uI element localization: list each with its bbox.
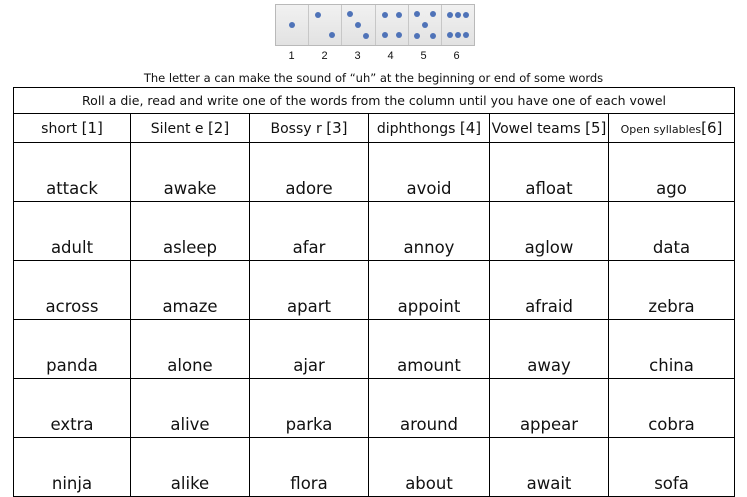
word-cell: zebra <box>609 261 735 320</box>
die-pip <box>382 12 388 18</box>
header-row <box>14 114 735 143</box>
dice-strip <box>275 4 475 46</box>
word-cell: aglow <box>490 202 609 261</box>
word-cell: ajar <box>250 320 369 379</box>
die-face-1 <box>276 5 309 45</box>
die-pip <box>447 32 453 38</box>
word-cell: around <box>369 379 490 438</box>
die-face-2 <box>309 5 342 45</box>
die-face-5 <box>409 5 442 45</box>
die-pip <box>455 12 461 18</box>
die-number: 6 <box>453 50 460 62</box>
die-pip <box>455 32 461 38</box>
word-cell: across <box>14 261 131 320</box>
word-cell: apart <box>250 261 369 320</box>
table-row <box>14 379 735 438</box>
die-pip <box>363 33 369 39</box>
die-number: 2 <box>321 50 328 62</box>
die-pip <box>463 32 469 38</box>
word-cell: ago <box>609 143 735 202</box>
word-cell: panda <box>14 320 131 379</box>
die-pip <box>414 11 420 17</box>
word-cell: adult <box>14 202 131 261</box>
die-pip <box>382 32 388 38</box>
die-pip <box>447 12 453 18</box>
die-number: 1 <box>288 50 295 62</box>
word-cell: parka <box>250 379 369 438</box>
word-cell: alive <box>131 379 250 438</box>
column-header-short: short [1] <box>14 114 131 143</box>
word-cell: await <box>490 438 609 497</box>
word-cell: appoint <box>369 261 490 320</box>
die-pip <box>315 12 321 18</box>
word-cell: cobra <box>609 379 735 438</box>
word-cell: avoid <box>369 143 490 202</box>
word-cell: sofa <box>609 438 735 497</box>
die-pip <box>430 11 436 17</box>
table-row <box>14 438 735 497</box>
word-cell: alike <box>131 438 250 497</box>
table-title: Roll a die, read and write one of the words from the column until you have one of each vowel <box>14 88 735 114</box>
column-header-open-syllables: Open syllables[6] <box>609 114 735 143</box>
die-pip <box>430 33 436 39</box>
column-header-bossy-r: Bossy r [3] <box>250 114 369 143</box>
die-pip <box>422 22 428 28</box>
die-pip <box>414 33 420 39</box>
column-header-diphthongs: diphthongs [4] <box>369 114 490 143</box>
die-pip <box>355 22 361 28</box>
word-cell: appear <box>490 379 609 438</box>
vowel-word-table <box>13 87 735 497</box>
die-face-3 <box>342 5 375 45</box>
word-cell: amount <box>369 320 490 379</box>
die-numbers <box>275 50 473 66</box>
word-cell: flora <box>250 438 369 497</box>
word-cell: data <box>609 202 735 261</box>
die-number: 4 <box>387 50 394 62</box>
die-number: 5 <box>420 50 427 62</box>
die-pip <box>396 32 402 38</box>
die-face-6 <box>442 5 474 45</box>
word-cell: awake <box>131 143 250 202</box>
column-header-silent-e: Silent e [2] <box>131 114 250 143</box>
die-pip <box>329 32 335 38</box>
column-header-vowel-teams: Vowel teams [5] <box>490 114 609 143</box>
die-pip <box>396 12 402 18</box>
word-cell: annoy <box>369 202 490 261</box>
word-cell: ninja <box>14 438 131 497</box>
die-pip <box>347 11 353 17</box>
word-cell: adore <box>250 143 369 202</box>
instruction-note: The letter a can make the sound of “uh” at the beginning or end of some words <box>143 71 604 85</box>
table-row <box>14 261 735 320</box>
word-cell: alone <box>131 320 250 379</box>
die-face-4 <box>376 5 409 45</box>
table-row <box>14 202 735 261</box>
word-cell: china <box>609 320 735 379</box>
die-number: 3 <box>354 50 361 62</box>
word-cell: extra <box>14 379 131 438</box>
word-cell: away <box>490 320 609 379</box>
die-pip <box>463 12 469 18</box>
die-pip <box>289 22 295 28</box>
word-cell: attack <box>14 143 131 202</box>
table-row <box>14 320 735 379</box>
table-row <box>14 143 735 202</box>
word-cell: afraid <box>490 261 609 320</box>
word-cell: afloat <box>490 143 609 202</box>
word-cell: about <box>369 438 490 497</box>
word-cell: afar <box>250 202 369 261</box>
word-cell: asleep <box>131 202 250 261</box>
word-cell: amaze <box>131 261 250 320</box>
